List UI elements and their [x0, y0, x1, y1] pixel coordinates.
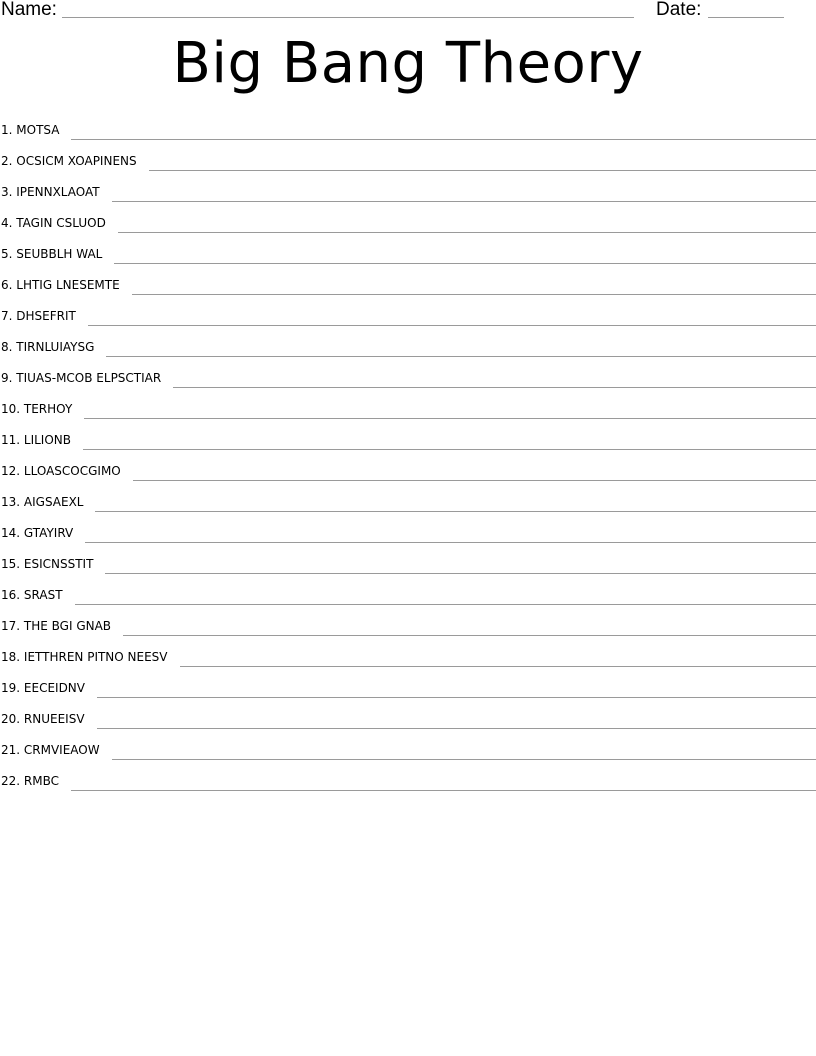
- date-field[interactable]: [708, 17, 784, 18]
- scrambled-word: 15. ESICNSSTIT: [1, 557, 94, 571]
- date-label: Date:: [656, 0, 702, 20]
- question-row: [0, 111, 816, 142]
- question-row: [0, 204, 816, 235]
- scrambled-word: 5. SEUBBLH WAL: [1, 247, 103, 261]
- scrambled-word: 20. RNUEEISV: [1, 712, 85, 726]
- question-row: [0, 545, 816, 576]
- answer-field[interactable]: [106, 355, 816, 357]
- question-row: [0, 390, 816, 421]
- answer-field[interactable]: [71, 789, 816, 791]
- question-row: [0, 669, 816, 700]
- question-row: [0, 607, 816, 638]
- scrambled-word: 2. OCSICM XOAPINENS: [1, 154, 137, 168]
- question-row: [0, 576, 816, 607]
- name-label: Name:: [1, 0, 57, 20]
- scrambled-word: 4. TAGIN CSLUOD: [1, 216, 106, 230]
- answer-field[interactable]: [114, 262, 816, 264]
- scrambled-word: 1. MOTSA: [1, 123, 60, 137]
- scrambled-word: 17. THE BGI GNAB: [1, 619, 112, 633]
- scrambled-word: 11. LILIONB: [1, 433, 72, 447]
- scrambled-word: 21. CRMVIEAOW: [1, 743, 100, 757]
- scrambled-word: 9. TIUAS-MCOB ELPSCTIAR: [1, 371, 162, 385]
- answer-field[interactable]: [105, 572, 816, 574]
- answer-field[interactable]: [71, 138, 816, 140]
- question-row: [0, 700, 816, 731]
- scrambled-word: 8. TIRNLUIAYSG: [1, 340, 95, 354]
- answer-field[interactable]: [132, 293, 816, 295]
- answer-field[interactable]: [133, 479, 816, 481]
- scrambled-word: 12. LLOASCOCGIMO: [1, 464, 121, 478]
- scrambled-word: 10. TERHOY: [1, 402, 73, 416]
- question-row: [0, 762, 816, 793]
- question-row: [0, 638, 816, 669]
- scrambled-word: 7. DHSEFRIT: [1, 309, 76, 323]
- question-row: [0, 297, 816, 328]
- name-field[interactable]: [62, 17, 634, 18]
- answer-field[interactable]: [112, 758, 816, 760]
- scrambled-word: 14. GTAYIRV: [1, 526, 74, 540]
- question-row: [0, 173, 816, 204]
- scrambled-word: 6. LHTIG LNESEMTE: [1, 278, 120, 292]
- scrambled-word: 22. RMBC: [1, 774, 59, 788]
- question-row: [0, 359, 816, 390]
- question-row: [0, 328, 816, 359]
- answer-field[interactable]: [173, 386, 816, 388]
- question-row: [0, 235, 816, 266]
- answer-field[interactable]: [83, 448, 816, 450]
- question-row: [0, 483, 816, 514]
- scrambled-word: 18. IETTHREN PITNO NEESV: [1, 650, 168, 664]
- question-row: [0, 452, 816, 483]
- answer-field[interactable]: [149, 169, 816, 171]
- answer-field[interactable]: [123, 634, 816, 636]
- answer-field[interactable]: [97, 727, 816, 729]
- answer-field[interactable]: [75, 603, 816, 605]
- page-title: Big Bang Theory: [172, 31, 644, 96]
- answer-field[interactable]: [118, 231, 816, 233]
- answer-field[interactable]: [112, 200, 816, 202]
- question-list: [0, 111, 816, 793]
- question-row: [0, 731, 816, 762]
- scrambled-word: 13. AIGSAEXL: [1, 495, 84, 509]
- answer-field[interactable]: [97, 696, 816, 698]
- answer-field[interactable]: [88, 324, 816, 326]
- question-row: [0, 514, 816, 545]
- question-row: [0, 421, 816, 452]
- question-row: [0, 142, 816, 173]
- question-row: [0, 266, 816, 297]
- answer-field[interactable]: [95, 510, 816, 512]
- scrambled-word: 19. EECEIDNV: [1, 681, 85, 695]
- answer-field[interactable]: [84, 417, 816, 419]
- worksheet-header: [0, 0, 816, 24]
- answer-field[interactable]: [180, 665, 816, 667]
- scrambled-word: 16. SRAST: [1, 588, 63, 602]
- answer-field[interactable]: [85, 541, 816, 543]
- scrambled-word: 3. IPENNXLAOAT: [1, 185, 100, 199]
